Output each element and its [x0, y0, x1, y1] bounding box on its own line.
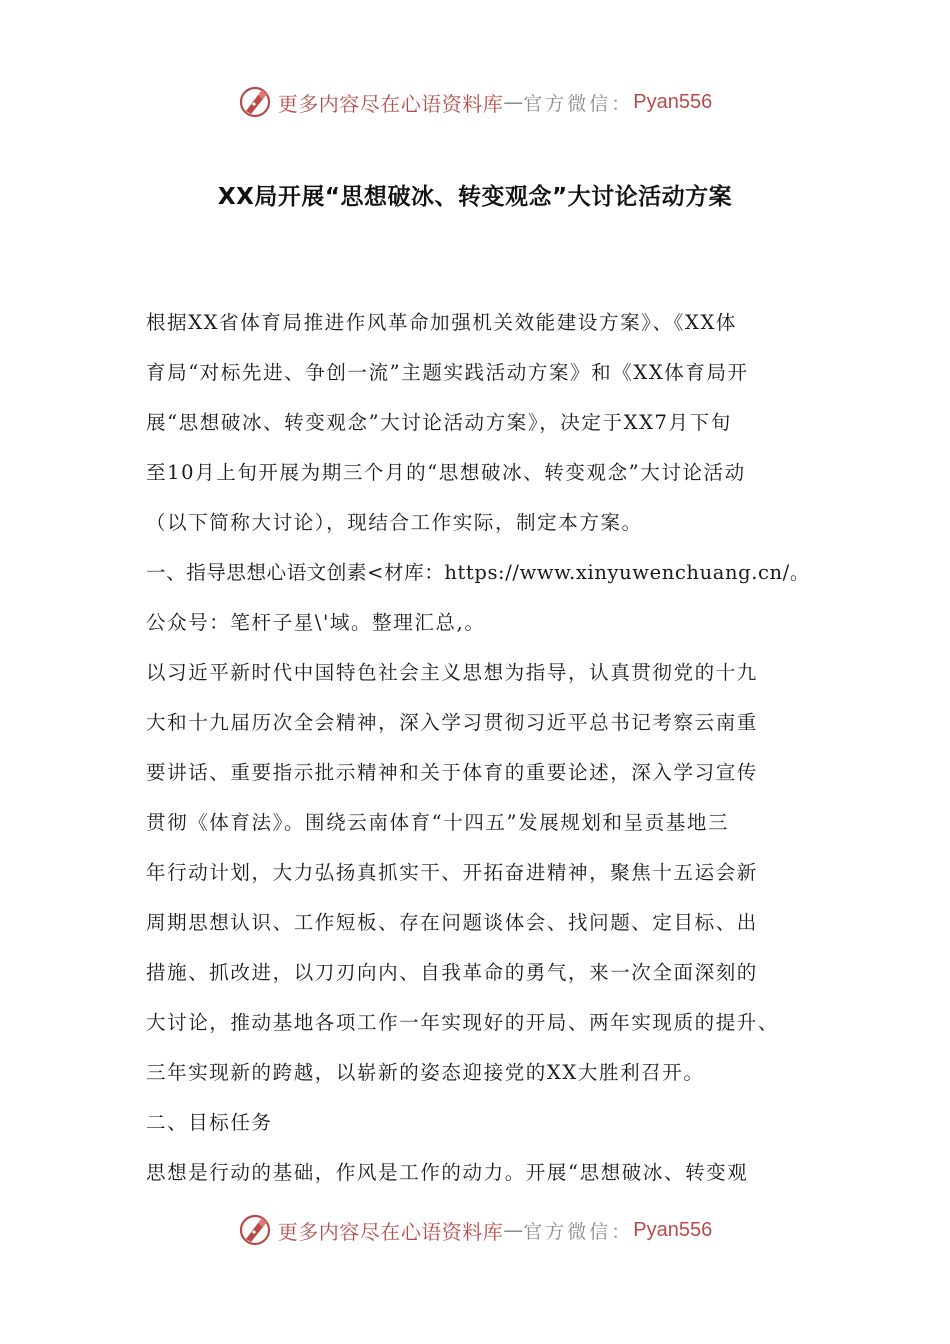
body-line: 要讲话、重要指示批示精神和关于体育的重要论述，深入学习宣传	[146, 761, 758, 784]
header-watermark-banner	[0, 82, 950, 122]
body-line: 思想是行动的基础，作风是工作的动力。开展“思想破冰、转变观	[146, 1161, 749, 1184]
banner-wechat-id: Pyan556	[633, 90, 713, 113]
footer-watermark-banner	[0, 1210, 950, 1250]
pen-nib-logo-icon	[238, 85, 272, 119]
pen-nib-logo-icon	[238, 1213, 272, 1247]
section-heading-objectives: 二、目标任务	[146, 1111, 273, 1134]
body-line: 公众号：笔杆子星\'域。整理汇总,。	[146, 611, 486, 634]
banner-wechat-id: Pyan556	[633, 1218, 713, 1241]
banner-wechat-label: 官方微信：	[523, 1220, 634, 1243]
body-line: 展“思想破冰、转变观念”大讨论活动方案》，决定于XX7月下旬	[146, 411, 732, 434]
body-line: 以习近平新时代中国特色社会主义思想为指导，认真贯彻党的十九	[146, 661, 758, 684]
body-line: 三年实现新的跨越，以崭新的姿态迎接党的XX大胜利召开。	[146, 1061, 705, 1084]
body-line: （以下简称大讨论），现结合工作实际，制定本方案。	[146, 511, 643, 534]
banner-dash: —	[503, 90, 524, 114]
body-line: 年行动计划，大力弘扬真抓实干、开拓奋进精神，聚焦十五运会新	[146, 861, 758, 884]
body-line: 措施、抓改进，以刀刃向内、自我革命的勇气，来一次全面深刻的	[146, 961, 758, 984]
banner-tagline: 更多内容尽在心语资料库	[277, 1219, 504, 1244]
body-line: 大讨论，推动基地各项工作一年实现好的开局、两年实现质的提升、	[146, 1011, 780, 1034]
banner-dash: —	[503, 1218, 524, 1242]
body-line: 根据XX省体育局推进作风革命加强机关效能建设方案》、《XX体	[146, 311, 738, 334]
body-line: 大和十九届历次全会精神，深入学习贯彻习近平总书记考察云南重	[146, 711, 758, 734]
document-body	[146, 298, 811, 1198]
section-heading-guiding-ideology: 一、指导思想心语文创素<材库：https://www.xinyuwenchuang.cn/。	[146, 561, 810, 584]
body-line: 周期思想认识、工作短板、存在问题谈体会、找问题、定目标、出	[146, 911, 758, 934]
document-title: XX局开展“思想破冰、转变观念”大讨论活动方案	[217, 184, 733, 210]
body-line: 贯彻《体育法》。围绕云南体育“十四五”发展规划和呈贡基地三	[146, 811, 730, 834]
body-line: 至10月上旬开展为期三个月的“思想破冰、转变观念”大讨论活动	[146, 461, 746, 484]
banner-wechat-label: 官方微信：	[523, 92, 634, 115]
banner-tagline: 更多内容尽在心语资料库	[277, 91, 504, 116]
body-line: 育局“对标先进、争创一流”主题实践活动方案》和《XX体育局开	[146, 361, 749, 384]
